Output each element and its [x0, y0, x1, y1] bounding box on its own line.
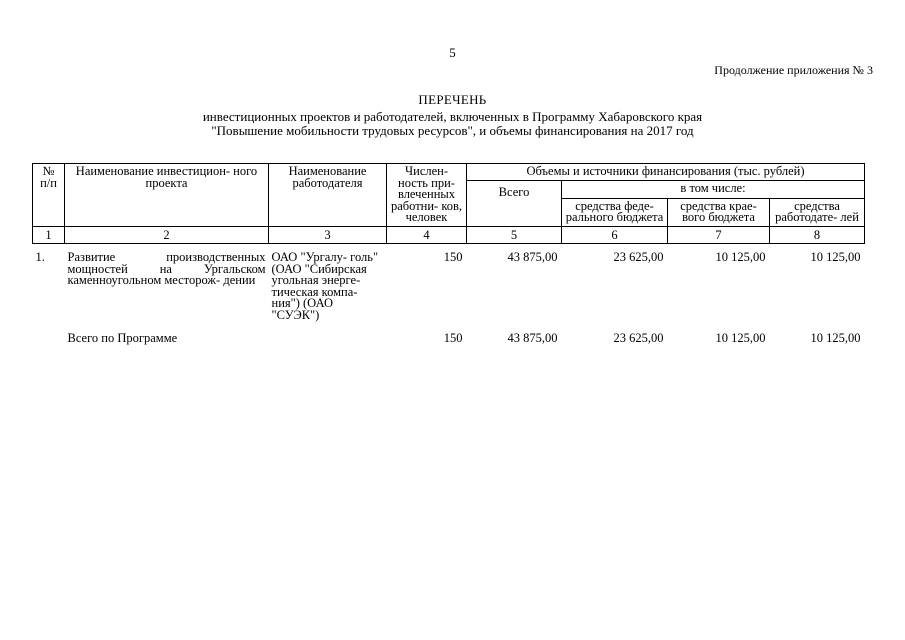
- total-employers-funds: 10 125,00: [810, 331, 861, 345]
- column-number: 5: [467, 226, 562, 244]
- total-workers: 150: [443, 331, 463, 345]
- row-regional: 10 125,00: [715, 250, 766, 264]
- header-financing: Объемы и источники финансирования (тыс. рублей): [467, 164, 865, 181]
- column-number-row: [33, 226, 865, 244]
- page-number: 5: [449, 45, 456, 60]
- row-project: Развитие производственных мощностей на Ургальском каменноугольном месторож- дении: [67, 250, 266, 287]
- header-employers-funds: средства работодате- лей: [770, 198, 865, 226]
- total-label: Всего по Программе: [67, 331, 178, 345]
- projects-table: [32, 163, 865, 347]
- column-number: 1: [33, 226, 65, 244]
- total-row-empty-cell: [33, 323, 65, 347]
- header-including: в том числе:: [562, 180, 865, 198]
- total-row: [33, 323, 865, 347]
- header-workers: Числен- ность при- влеченных работни- ков, человек: [387, 164, 467, 227]
- document-subtitle: [0, 110, 905, 138]
- document-title: ПЕРЕЧЕНЬ: [418, 92, 487, 107]
- header-employer: Наименование работодателя: [269, 164, 387, 227]
- column-number: 6: [562, 226, 668, 244]
- header-federal: средства феде- рального бюджета: [562, 198, 668, 226]
- row-employers-funds: 10 125,00: [810, 250, 861, 264]
- header-project: Наименование инвестицион- ного проекта: [65, 164, 269, 227]
- column-number: 7: [668, 226, 770, 244]
- total-federal: 23 625,00: [613, 331, 664, 345]
- total-regional: 10 125,00: [715, 331, 766, 345]
- column-number: 8: [770, 226, 865, 244]
- table-row: [33, 244, 865, 324]
- column-number: 2: [65, 226, 269, 244]
- header-num: № п/п: [33, 164, 65, 227]
- row-total: 43 875,00: [507, 250, 558, 264]
- subtitle-line-1: инвестиционных проектов и работодателей, включенных в Программу Хабаровского края: [202, 109, 703, 124]
- header-regional: средства крае- вого бюджета: [668, 198, 770, 226]
- appendix-note: Продолжение приложения № 3: [714, 63, 873, 77]
- row-employer: ОАО "Ургалу- голь" (ОАО "Сибирская угольная энерге- тическая компа- ния") (ОАО "СУЭК"): [271, 250, 379, 322]
- row-workers: 150: [443, 250, 463, 264]
- row-federal: 23 625,00: [613, 250, 664, 264]
- subtitle-line-2: "Повышение мобильности трудовых ресурсов", и объемы финансирования на 2017 год: [211, 123, 694, 138]
- total-row-empty-cell: [269, 323, 387, 347]
- total-total: 43 875,00: [507, 331, 558, 345]
- header-total: Всего: [467, 180, 562, 226]
- column-number: 4: [387, 226, 467, 244]
- column-number: 3: [269, 226, 387, 244]
- row-num: 1.: [35, 250, 45, 264]
